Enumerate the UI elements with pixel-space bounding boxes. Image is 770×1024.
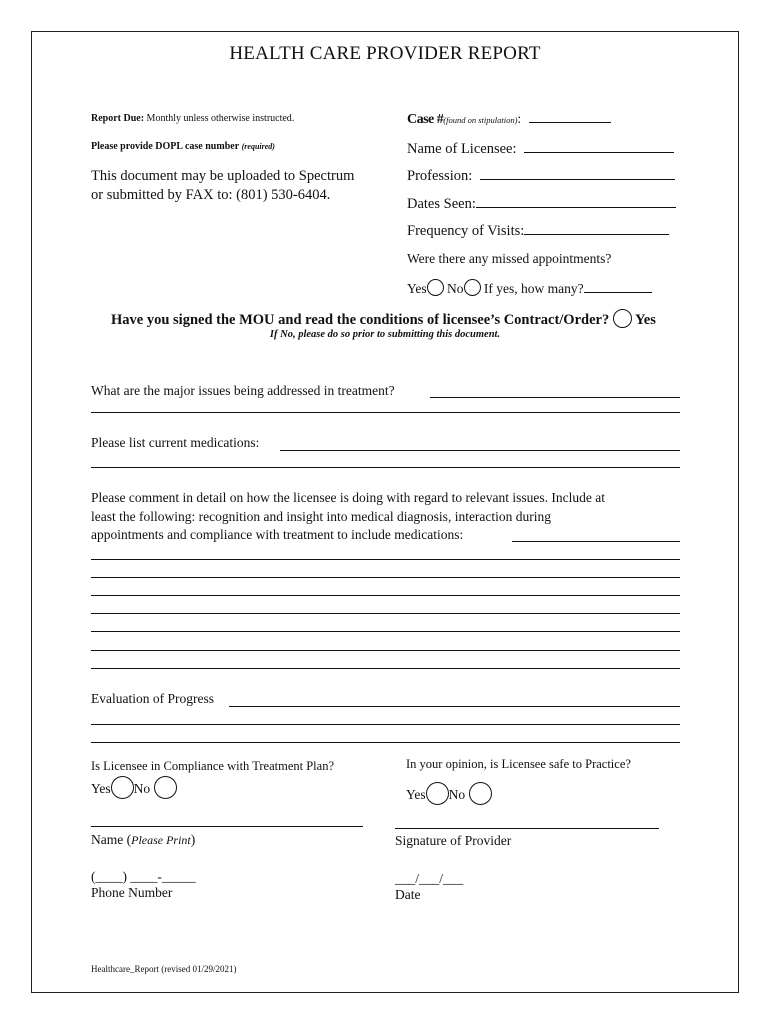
missed-appointments-question: Were there any missed appointments?	[407, 251, 612, 266]
safe-question: In your opinion, is Licensee safe to Practice?	[406, 757, 631, 771]
report-due	[91, 113, 294, 124]
report-due-label: Report Due:	[91, 113, 145, 124]
licensee-name-field[interactable]	[407, 141, 674, 158]
profession-line[interactable]	[480, 178, 675, 180]
comment-answer-line-7[interactable]	[91, 668, 680, 669]
medications-question: Please list current medications:	[91, 435, 260, 450]
comment-answer-line-2[interactable]	[91, 577, 680, 578]
safe-no-label: No	[448, 787, 466, 802]
frequency-line[interactable]	[524, 233, 669, 235]
comment-line-2: least the following: recognition and insight into medical diagnosis, interaction during	[91, 509, 552, 524]
major-issues-line-1[interactable]	[430, 397, 680, 398]
dates-seen-field[interactable]	[407, 196, 676, 213]
safe-yes-radio[interactable]	[426, 782, 449, 805]
compliance-no-label: No	[133, 781, 151, 796]
missed-no-label: No	[447, 281, 464, 296]
dopl-label: Please provide DOPL case number	[91, 141, 240, 152]
name-label-close: )	[190, 832, 196, 847]
safe-no-radio[interactable]	[469, 782, 492, 805]
safe-answer	[406, 782, 492, 805]
comment-answer-line-6[interactable]	[91, 650, 680, 651]
medications-line-1[interactable]	[280, 450, 680, 451]
dopl-case-note	[91, 141, 275, 152]
case-note: (found on stipulation)	[443, 115, 518, 125]
evaluation-line-3[interactable]	[91, 742, 680, 743]
form-title: HEALTH CARE PROVIDER REPORT	[229, 43, 541, 64]
mou-yes-radio[interactable]	[613, 309, 632, 328]
comment-answer-line-1[interactable]	[91, 559, 680, 560]
medications-line-2[interactable]	[91, 467, 680, 468]
date-pattern[interactable]: ___/___/___	[395, 871, 464, 886]
evaluation-line-1[interactable]	[229, 706, 680, 707]
dopl-required: (required)	[241, 142, 275, 151]
major-issues-line-2[interactable]	[91, 412, 680, 413]
footer-revision: Healthcare_Report (revised 01/29/2021)	[91, 964, 237, 974]
safe-yes-label: Yes	[406, 787, 426, 802]
profession-label: Profession:	[407, 168, 473, 184]
profession-field[interactable]	[407, 168, 675, 185]
name-line[interactable]	[91, 826, 363, 827]
evaluation-label: Evaluation of Progress	[91, 691, 214, 706]
case-number-field[interactable]	[407, 112, 611, 128]
case-number-line[interactable]	[529, 121, 611, 123]
comment-line-3: appointments and compliance with treatment to include medications:	[91, 527, 464, 542]
comment-answer-line-3[interactable]	[91, 595, 680, 596]
dates-seen-line[interactable]	[476, 206, 676, 208]
name-label-text: Name (	[91, 832, 132, 847]
missed-no-radio[interactable]	[464, 279, 481, 296]
date-label: Date	[395, 887, 421, 902]
mou-note: If No, please do so prior to submitting this document.	[269, 329, 501, 340]
how-many-line[interactable]	[584, 291, 652, 293]
how-many-label: If yes, how many?	[483, 281, 584, 296]
compliance-answer	[91, 776, 177, 799]
case-label: Case #	[407, 112, 444, 127]
mou-question-row	[111, 309, 656, 329]
comment-answer-line-5[interactable]	[91, 631, 680, 632]
licensee-name-label: Name of Licensee:	[407, 141, 517, 157]
compliance-question: Is Licensee in Compliance with Treatment Plan?	[91, 759, 335, 773]
frequency-label: Frequency of Visits:	[407, 223, 525, 239]
comment-answer-line-4[interactable]	[91, 613, 680, 614]
case-colon: :	[517, 112, 522, 127]
compliance-yes-label: Yes	[91, 781, 111, 796]
missed-yes-label: Yes	[407, 281, 427, 296]
missed-appointments-answer	[407, 279, 652, 297]
comment-line-1: Please comment in detail on how the licensee is doing with regard to relevant issues. Include at	[91, 490, 605, 505]
phone-label: Phone Number	[91, 885, 173, 900]
licensee-name-line[interactable]	[524, 151, 674, 153]
evaluation-line-2[interactable]	[91, 724, 680, 725]
signature-line[interactable]	[395, 828, 659, 829]
name-print-note: Please Print	[131, 833, 191, 847]
mou-question: Have you signed the MOU and read the conditions of licensee’s Contract/Order?	[111, 312, 610, 328]
compliance-no-radio[interactable]	[154, 776, 177, 799]
dates-seen-label: Dates Seen:	[407, 196, 476, 212]
upload-line-2: or submitted by FAX to: (801) 530-6404.	[91, 187, 331, 203]
signature-label: Signature of Provider	[395, 833, 512, 848]
upload-line-1: This document may be uploaded to Spectrum	[91, 168, 355, 184]
report-due-text: Monthly unless otherwise instructed.	[146, 113, 295, 124]
phone-pattern[interactable]: (____) ____-_____	[91, 869, 196, 884]
mou-yes-label: Yes	[634, 312, 656, 328]
compliance-yes-radio[interactable]	[111, 776, 134, 799]
frequency-field[interactable]	[407, 223, 669, 240]
missed-yes-radio[interactable]	[427, 279, 444, 296]
comment-answer-line-0[interactable]	[512, 541, 680, 542]
major-issues-question: What are the major issues being addressed in treatment?	[91, 383, 395, 398]
name-label	[91, 832, 195, 848]
